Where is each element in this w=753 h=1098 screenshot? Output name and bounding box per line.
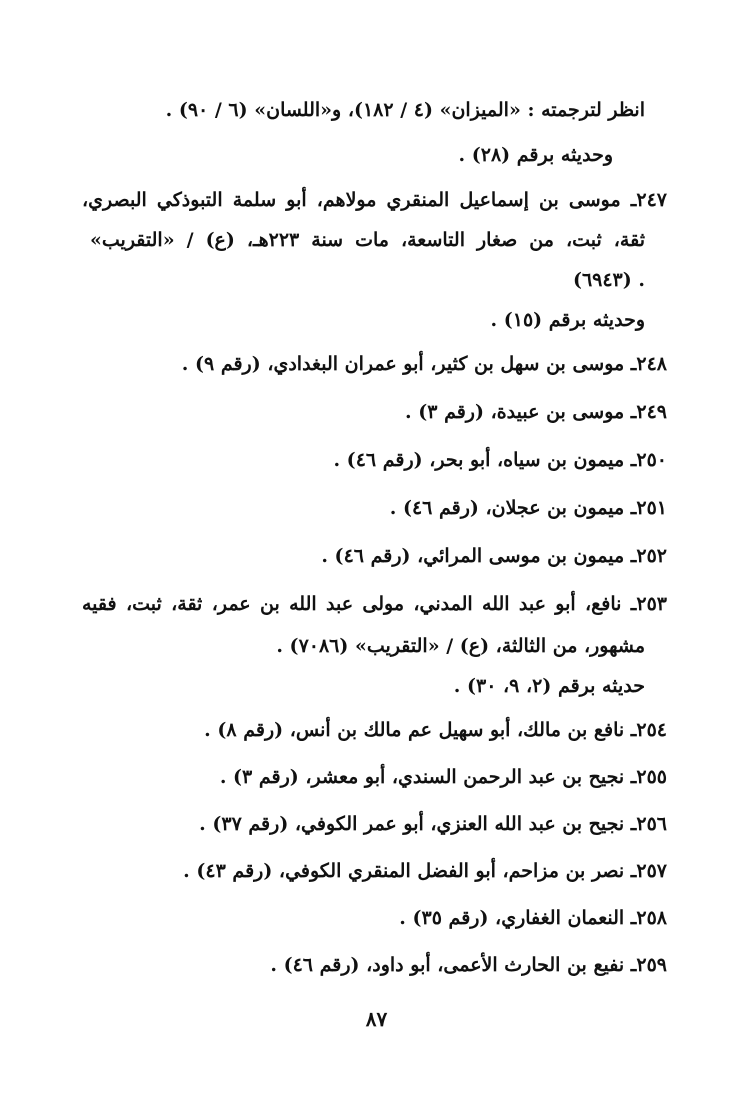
entry-250: ٢٥٠ـ ميمون بن سياه، أبو بحر، (رقم ٤٦) . (333, 449, 667, 471)
page-number: ٨٧ (365, 1007, 388, 1031)
entry-247: ٢٤٧ـ موسى بن إسماعيل المنقري مولاهم، أبو سلمة التبوذكي البصري، (82, 189, 667, 211)
entry-258: ٢٥٨ـ النعمان الغفاري، (رقم ٣٥) . (399, 907, 667, 929)
text-line-1: انظر لترجمته : «الميزان» (٤ / ١٨٢)، و«اللسان» (٦ / ٩٠) . (165, 99, 645, 121)
entry-251: ٢٥١ـ ميمون بن عجلان، (رقم ٤٦) . (389, 497, 667, 519)
entry-253: ٢٥٣ـ نافع، أبو عبد الله المدني، مولى عبد الله بن عمر، ثقة، ثبت، فقيه (82, 593, 667, 615)
entry-252: ٢٥٢ـ ميمون بن موسى المرائي، (رقم ٤٦) . (321, 545, 667, 567)
text-line-2: وحديثه برقم (٢٨) . (458, 144, 613, 166)
entry-248: ٢٤٨ـ موسى بن سهل بن كثير، أبو عمران البغدادي، (رقم ٩) . (181, 353, 667, 375)
entry-247-cont2: (٦٩٤٣) . (572, 269, 645, 291)
entry-247-note: وحديثه برقم (١٥) . (490, 309, 645, 331)
entry-256: ٢٥٦ـ نجيح بن عبد الله العنزي، أبو عمر الكوفي، (رقم ٣٧) . (199, 813, 667, 835)
entry-257: ٢٥٧ـ نصر بن مزاحم، أبو الفضل المنقري الكوفي، (رقم ٤٣) . (183, 860, 667, 882)
entry-255: ٢٥٥ـ نجيح بن عبد الرحمن السندي، أبو معشر، (رقم ٣) . (219, 766, 667, 788)
entry-247-cont: ثقة، ثبت، من صغار التاسعة، مات سنة ٢٢٣هـ، (ع) / «التقريب» (90, 229, 645, 251)
entry-254: ٢٥٤ـ نافع بن مالك، أبو سهيل عم مالك بن أنس، (رقم ٨) . (204, 719, 667, 741)
entry-253-note: حديثه برقم (٢، ٩، ٣٠) . (453, 675, 645, 697)
entry-253-cont: مشهور، من الثالثة، (ع) / «التقريب» (٧٠٨٦) . (276, 635, 645, 657)
entry-249: ٢٤٩ـ موسى بن عبيدة، (رقم ٣) . (405, 401, 667, 423)
entry-259: ٢٥٩ـ نفيع بن الحارث الأعمى، أبو داود، (رقم ٤٦) . (270, 954, 667, 976)
